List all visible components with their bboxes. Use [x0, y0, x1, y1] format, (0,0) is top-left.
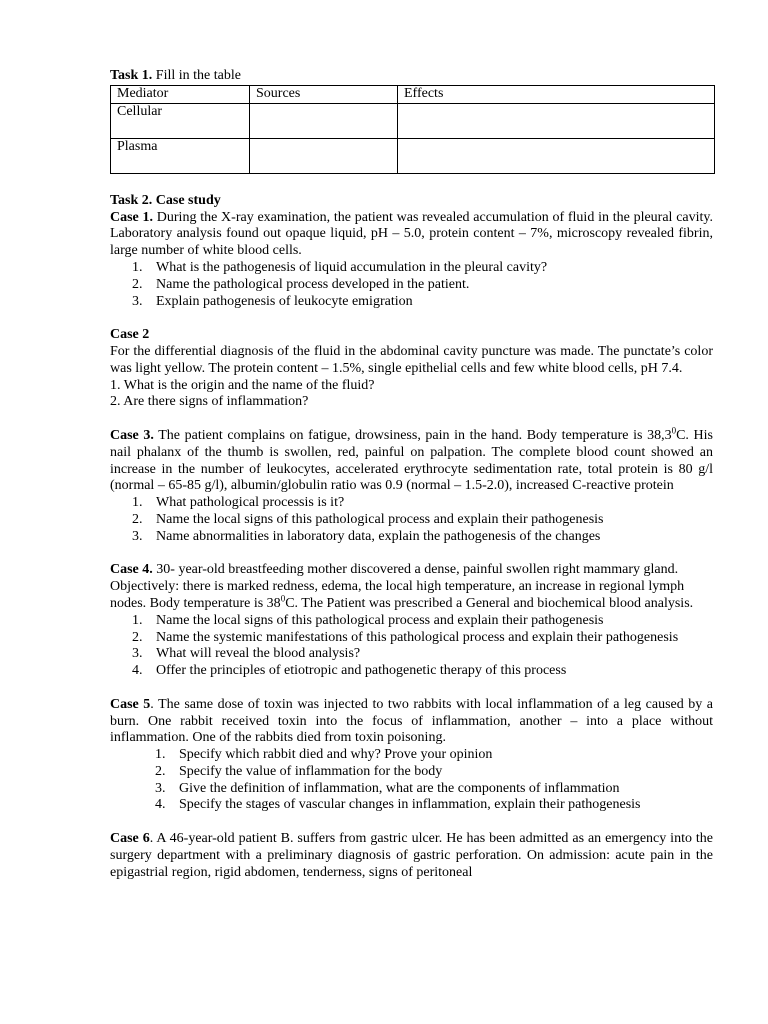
table-header-mediator: Mediator: [111, 85, 250, 103]
case2-question-2: 2. Are there signs of inflammation?: [110, 394, 309, 410]
table-header-sources: Sources: [250, 85, 398, 103]
list-item: 2. Name the local signs of this pathological process and explain their pathogenesis: [132, 511, 604, 527]
list-item: 1. Specify which rabbit died and why? Prove your opinion: [155, 747, 493, 763]
list-item: 4. Offer the principles of etiotropic and pathogenetic therapy of this process: [132, 663, 567, 679]
table-cell-plasma: Plasma: [111, 138, 250, 173]
list-item: 3. Explain pathogenesis of leukocyte emigration: [132, 293, 413, 309]
table-cell-empty[interactable]: [398, 103, 715, 138]
case4-questions: [110, 613, 713, 680]
table-header-row: [111, 85, 715, 103]
case5-questions: [110, 747, 713, 814]
list-item: 3. Give the definition of inflammation, what are the components of inflammation: [155, 780, 620, 796]
list-item: 1. What is the pathogenesis of liquid accumulation in the pleural cavity?: [132, 259, 548, 275]
task1-heading: Task 1. Fill in the table: [110, 68, 241, 83]
table-header-effects: Effects: [398, 85, 715, 103]
case1-text: Case 1. During the X-ray examination, the patient was revealed accumulation of fluid in the pleural cavity. Laboratory analysis found out opaque liquid, pH – 5.0, protein content – 7%, microscopy revealed fibrin, large number of white blood cells.: [110, 209, 713, 259]
list-item: 1. What pathological processis is it?: [132, 495, 345, 511]
case1-questions: [110, 260, 713, 310]
table-cell-empty[interactable]: [398, 138, 715, 173]
list-item: 2. Specify the value of inflammation for the body: [155, 763, 443, 779]
table-cell-cellular: Cellular: [111, 103, 250, 138]
case2-question-1: 1. What is the origin and the name of the fluid?: [110, 377, 375, 393]
case2-text: For the differential diagnosis of the fluid in the abdominal cavity puncture was made. The punctate’s color was light yellow. The protein content – 1.5%, single epithelial cells and few white blood cells, pH 7.4.: [110, 343, 713, 376]
list-item: 3. Name abnormalities in laboratory data, explain the pathogenesis of the changes: [132, 528, 601, 544]
case3-text: Case 3. The patient complains on fatigue, drowsiness, pain in the hand. Body temperature is 38,3$^0$C. His nail phalanx of the thumb is swollen, red, painful on palpation. The complete blood count showed an increase in the number of leukocytes, accelerated erythrocyte sedimentation rate, total protein is 80 g/l (normal – 65-85 g/l), albumin/globulin ratio was 0.9 (normal – 1.5-2.0), increased C-reactive protein: [110, 425, 713, 494]
case6-text: Case 6. A 46-year-old patient B. suffers from gastric ulcer. He has been admitted as an emergency into the surgery department with a preliminary diagnosis of gastric perforation. On admission: acute pain in the epigastrial region, rigid abdomen, tenderness, signs of peritoneal: [110, 831, 714, 880]
case4-text: Case 4. 30- year-old breastfeeding mother discovered a dense, painful swollen right mammary gland. Objectively: there is marked redness, edema, the local high temperature, an increase in regional lymph nodes. Body temperature is $38^0C$. The Patient was prescribed a General and biochemical blood analysis.: [110, 562, 694, 611]
case5-text: Case 5. The same dose of toxin was injected to two rabbits with local inflammation of a leg caused by a burn. One rabbit received toxin into the focus of inflammation, another – into a place without inflammation. One of the rabbits died from toxin poisoning.: [110, 696, 713, 746]
list-item: 2. Name the systemic manifestations of this pathological process and explain their pathogenesis: [132, 629, 679, 645]
list-item: 3. What will reveal the blood analysis?: [132, 646, 361, 662]
mediator-table: [110, 85, 715, 174]
table-row: [111, 103, 715, 138]
list-item: 2. Name the pathological process developed in the patient.: [132, 276, 470, 292]
case2-heading: Case 2: [110, 327, 150, 343]
case3-questions: [110, 495, 713, 545]
list-item: 1. Name the local signs of this pathological process and explain their pathogenesis: [132, 612, 604, 628]
table-cell-empty[interactable]: [250, 103, 398, 138]
task2-heading: Task 2. Case study: [110, 192, 221, 208]
table-cell-empty[interactable]: [250, 138, 398, 173]
list-item: 4. Specify the stages of vascular changes in inflammation, explain their pathogenesis: [155, 797, 641, 813]
document-page: [110, 68, 713, 881]
table-row: [111, 138, 715, 173]
